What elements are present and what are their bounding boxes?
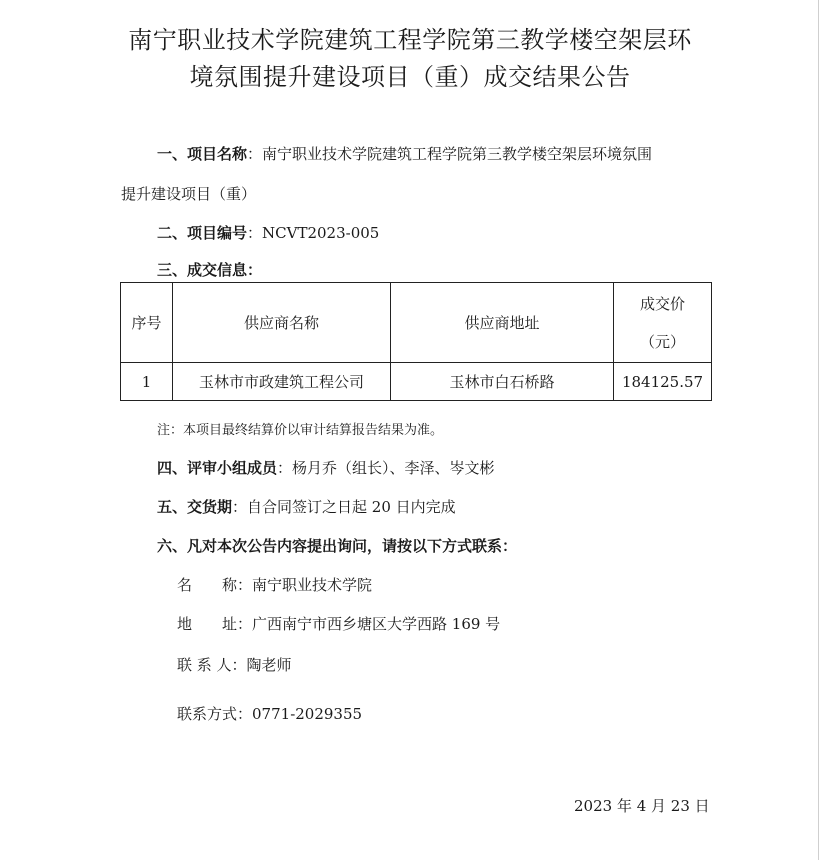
cell-supplier-address: 玉林市白石桥路 [391, 363, 614, 401]
contact-name-value: 南宁职业技术学院 [252, 576, 373, 594]
contact-phone-row [177, 704, 362, 724]
contact-phone-value: 0771-2029355 [252, 705, 363, 723]
project-name-row [157, 144, 652, 164]
header-price-unit: （元） [639, 332, 685, 351]
delivery-value: 自合同签订之日起 20 日内完成 [247, 498, 456, 516]
inquiry-heading: 六、凡对本次公告内容提出询问，请按以下方式联系： [157, 537, 518, 555]
contact-person-row [177, 655, 292, 675]
header-price-label: 成交价 [639, 294, 685, 313]
award-table-header [121, 283, 712, 363]
award-table [120, 282, 712, 401]
contact-phone-label: 联系方式： [177, 705, 253, 723]
project-number-value: NCVT2023-005 [262, 224, 380, 242]
project-number-label: 二、项目编号 [157, 224, 248, 242]
header-supplier-address: 供应商地址 [391, 283, 614, 363]
project-number-row [157, 223, 379, 243]
review-members-value: 杨月乔（组长）、李泽、岑文彬 [292, 459, 495, 477]
settlement-note: 注：本项目最终结算价以审计结算报告结果为准。 [157, 423, 444, 438]
cell-supplier-name: 玉林市市政建筑工程公司 [173, 363, 391, 401]
cell-serial: 1 [121, 363, 173, 401]
project-name-value: 南宁职业技术学院建筑工程学院第三教学楼空架层环境氛围 [262, 145, 653, 163]
delivery-colon: ： [232, 498, 248, 516]
title-line-2: 境氛围提升建设项目（重）成交结果公告 [189, 63, 631, 91]
table-row [121, 363, 712, 401]
project-name-label: 一、项目名称 [157, 145, 248, 163]
review-members-colon: ： [277, 459, 293, 477]
review-members-label: 四、评审小组成员 [157, 459, 278, 477]
project-name-continuation: 提升建设项目（重） [121, 185, 257, 203]
announcement-date: 2023 年 4 月 23 日 [574, 797, 710, 815]
header-serial: 序号 [121, 283, 173, 363]
contact-person-value: 陶老师 [246, 656, 292, 674]
title-line-1: 南宁职业技术学院建筑工程学院第三教学楼空架层环 [128, 26, 692, 54]
contact-name-label: 名 称： [177, 576, 253, 594]
contact-address-row [177, 614, 500, 634]
contact-name-row [177, 575, 372, 595]
header-supplier-name: 供应商名称 [173, 283, 391, 363]
delivery-label: 五、交货期 [157, 498, 233, 516]
award-info-heading [157, 260, 262, 280]
contact-address-value: 广西南宁市西乡塘区大学西路 169 号 [252, 615, 501, 633]
project-name-colon: ： [247, 145, 263, 163]
project-number-colon: ： [247, 224, 263, 242]
cell-price: 184125.57 [614, 363, 712, 401]
review-members-row [157, 458, 495, 478]
delivery-row [157, 497, 456, 517]
contact-address-label: 地 址： [177, 615, 253, 633]
header-price [614, 283, 712, 363]
award-info-colon: ： [247, 261, 263, 279]
contact-person-label: 联 系 人： [177, 656, 247, 674]
page-title [60, 22, 760, 96]
award-info-label: 三、成交信息 [157, 261, 248, 279]
